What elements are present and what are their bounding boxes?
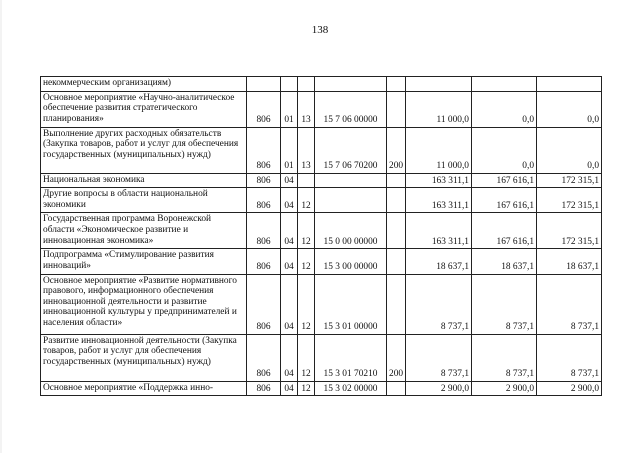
section-code: 04 xyxy=(281,274,298,334)
amount-year-3: 18 637,1 xyxy=(537,249,602,274)
expense-type-code: 200 xyxy=(387,334,406,381)
row-name: Выполнение других расходных обязательств (Закупка товаров, работ и услуг для обеспечения государственных (муниципальных) нужд) xyxy=(41,127,247,173)
amount-year-3: 0,0 xyxy=(537,91,602,127)
subsection-code: 13 xyxy=(298,91,315,127)
table-row xyxy=(41,213,602,249)
table-row xyxy=(41,274,602,334)
amount-year-3: 172 315,1 xyxy=(537,173,602,188)
table-row xyxy=(41,249,602,274)
expense-type-code xyxy=(387,91,406,127)
table-body xyxy=(41,77,602,396)
section-code: 04 xyxy=(281,188,298,213)
expense-type-code xyxy=(387,274,406,334)
amount-year-2: 8 737,1 xyxy=(472,334,537,381)
ministry-code: 806 xyxy=(247,274,281,334)
amount-year-3 xyxy=(537,77,602,92)
amount-year-1: 8 737,1 xyxy=(406,334,472,381)
table-row xyxy=(41,381,602,396)
amount-year-3: 172 315,1 xyxy=(537,188,602,213)
amount-year-1: 18 637,1 xyxy=(406,249,472,274)
amount-year-1: 8 737,1 xyxy=(406,274,472,334)
table-row xyxy=(41,77,602,92)
ministry-code: 806 xyxy=(247,91,281,127)
target-article-code: 15 7 06 00000 xyxy=(315,91,387,127)
subsection-code: 12 xyxy=(298,188,315,213)
subsection-code: 12 xyxy=(298,274,315,334)
row-name: Государственная программа Воронежской области «Экономическое развитие и инновационная экономика» xyxy=(41,213,247,249)
subsection-code: 12 xyxy=(298,213,315,249)
row-name: Подпрограмма «Стимулирование развития инноваций» xyxy=(41,249,247,274)
amount-year-2: 167 616,1 xyxy=(472,188,537,213)
amount-year-2: 0,0 xyxy=(472,91,537,127)
amount-year-1: 163 311,1 xyxy=(406,173,472,188)
table-row xyxy=(41,173,602,188)
target-article-code: 15 0 00 00000 xyxy=(315,213,387,249)
section-code: 04 xyxy=(281,213,298,249)
page-number: 138 xyxy=(311,24,329,36)
amount-year-3: 8 737,1 xyxy=(537,334,602,381)
target-article-code xyxy=(315,173,387,188)
subsection-code xyxy=(298,77,315,92)
expense-type-code: 200 xyxy=(387,127,406,173)
table-row xyxy=(41,334,602,381)
ministry-code: 806 xyxy=(247,127,281,173)
target-article-code: 15 3 01 70210 xyxy=(315,334,387,381)
section-code: 01 xyxy=(281,91,298,127)
amount-year-1: 163 311,1 xyxy=(406,213,472,249)
subsection-code: 12 xyxy=(298,381,315,396)
amount-year-1: 2 900,0 xyxy=(406,381,472,396)
target-article-code: 15 3 00 00000 xyxy=(315,249,387,274)
amount-year-1: 11 000,0 xyxy=(406,127,472,173)
section-code xyxy=(281,77,298,92)
amount-year-2: 0,0 xyxy=(472,127,537,173)
section-code: 04 xyxy=(281,249,298,274)
row-name: Основное мероприятие «Развитие нормативного правового, информационного обеспечения инновационной деятельности и развитие инновационной культуры у предпринимателей и населения области» xyxy=(41,274,247,334)
amount-year-2 xyxy=(472,77,537,92)
row-name: некоммерческим организациям) xyxy=(41,77,247,92)
row-name: Развитие инновационной деятельности (Закупка товаров, работ и услуг для обеспечения государственных (муниципальных) нужд) xyxy=(41,334,247,381)
amount-year-2: 167 616,1 xyxy=(472,173,537,188)
ministry-code xyxy=(247,77,281,92)
amount-year-1: 11 000,0 xyxy=(406,91,472,127)
table-row xyxy=(41,127,602,173)
expense-type-code xyxy=(387,381,406,396)
ministry-code: 806 xyxy=(247,249,281,274)
ministry-code: 806 xyxy=(247,188,281,213)
row-name: Национальная экономика xyxy=(41,173,247,188)
subsection-code: 13 xyxy=(298,127,315,173)
amount-year-3: 8 737,1 xyxy=(537,274,602,334)
table-row xyxy=(41,188,602,213)
row-name: Основное мероприятие «Поддержка инно- xyxy=(41,381,247,396)
target-article-code xyxy=(315,188,387,213)
expense-type-code xyxy=(387,173,406,188)
budget-table xyxy=(40,76,602,396)
subsection-code xyxy=(298,173,315,188)
amount-year-2: 18 637,1 xyxy=(472,249,537,274)
target-article-code: 15 3 02 00000 xyxy=(315,381,387,396)
subsection-code: 12 xyxy=(298,334,315,381)
row-name: Основное мероприятие «Научно-аналитическое обеспечение развития стратегического планирования» xyxy=(41,91,247,127)
ministry-code: 806 xyxy=(247,213,281,249)
subsection-code: 12 xyxy=(298,249,315,274)
amount-year-3: 0,0 xyxy=(537,127,602,173)
section-code: 01 xyxy=(281,127,298,173)
section-code: 04 xyxy=(281,173,298,188)
table-row xyxy=(41,91,602,127)
ministry-code: 806 xyxy=(247,381,281,396)
amount-year-3: 172 315,1 xyxy=(537,213,602,249)
scan-edge xyxy=(0,0,2,453)
target-article-code: 15 3 01 00000 xyxy=(315,274,387,334)
ministry-code: 806 xyxy=(247,334,281,381)
amount-year-2: 8 737,1 xyxy=(472,274,537,334)
amount-year-2: 167 616,1 xyxy=(472,213,537,249)
target-article-code xyxy=(315,77,387,92)
amount-year-3: 2 900,0 xyxy=(537,381,602,396)
section-code: 04 xyxy=(281,334,298,381)
ministry-code: 806 xyxy=(247,173,281,188)
target-article-code: 15 7 06 70200 xyxy=(315,127,387,173)
expense-type-code xyxy=(387,77,406,92)
section-code: 04 xyxy=(281,381,298,396)
expense-type-code xyxy=(387,213,406,249)
amount-year-1 xyxy=(406,77,472,92)
expense-type-code xyxy=(387,188,406,213)
row-name: Другие вопросы в области национальной экономики xyxy=(41,188,247,213)
expense-type-code xyxy=(387,249,406,274)
amount-year-2: 2 900,0 xyxy=(472,381,537,396)
amount-year-1: 163 311,1 xyxy=(406,188,472,213)
